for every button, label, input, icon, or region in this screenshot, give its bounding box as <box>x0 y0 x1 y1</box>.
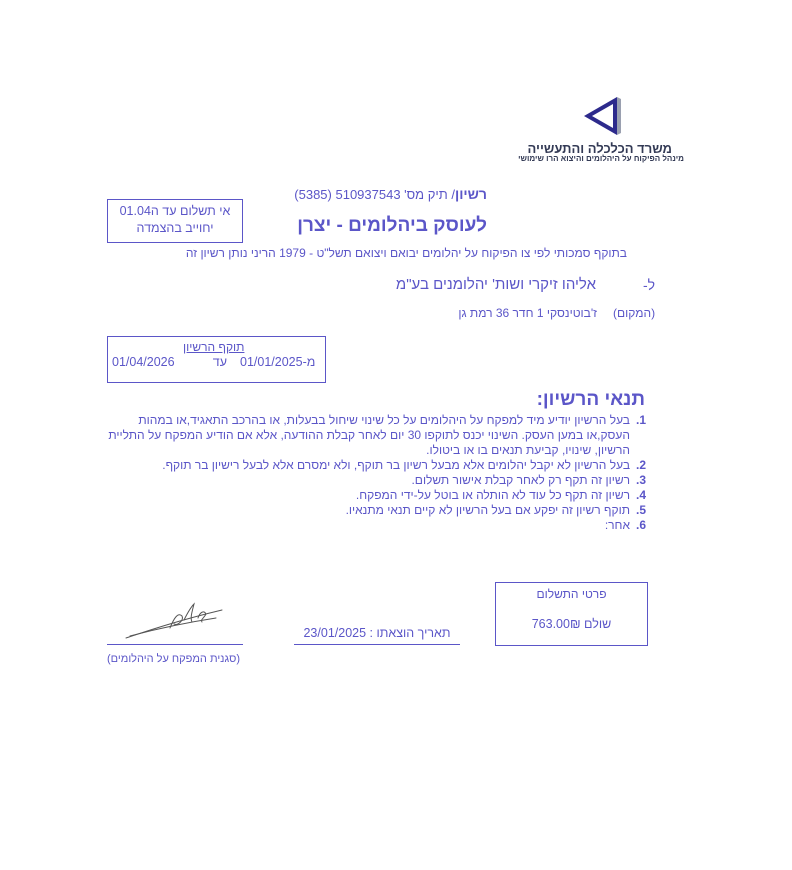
terms-item-text: רשיון זה תקף רק לאחר קבלת אישור תשלום. <box>411 473 630 487</box>
terms-item-number: 5. <box>635 503 646 517</box>
payment-amount: שולם 763.00₪ <box>531 617 612 631</box>
terms-item-text: אחר: <box>604 518 630 532</box>
terms-item-text: בעל הרשיון יודיע מיד למפקח על היהלומים על כל שינוי שיחול בבעלות, או בהרכב התאגיד,או במהות העסק,או במען העסק. השינוי יכנס לתוקפו 30 יום לאחר קבלת ההודעה, אלא אם הודיע המפקח על התליית הרשיון, שינויו, קביעת תנאים בו או ביטולו. <box>108 413 630 457</box>
ministry-subtitle: מינהל הפיקוח על היהלומים והיצוא הרו שימושי <box>518 154 684 163</box>
issue-date: תאריך הוצאתו : 23/01/2025 <box>303 626 451 640</box>
ministry-name: משרד הכלכלה והתעשייה <box>527 141 672 156</box>
license-file-number: / תיק מס' 510937543 (5385) <box>294 187 455 202</box>
terms-item <box>106 473 646 488</box>
terms-title: תנאי הרשיון: <box>536 389 645 410</box>
place-label: (המקום) <box>613 306 656 320</box>
recipient-address: ז'בוטינסקי 1 חדר 36 רמת גן <box>458 306 597 320</box>
terms-list <box>106 413 646 533</box>
issue-date-underline <box>294 644 460 645</box>
notice-line-2: יחוייב בהצמדה <box>136 221 214 235</box>
signature-underline <box>107 644 243 645</box>
valid-until-label: עד <box>212 355 227 369</box>
authority-text: בתוקף סמכותי לפי צו הפיקוח על יהלומים יבואם ויצואם תשל"ט - 1979 הריני נותן רשיון זה <box>185 246 627 260</box>
license-title: לעוסק ביהלומים - יצרן <box>297 215 487 236</box>
signer-title: (סגנית המפקח על היהלומים) <box>107 653 240 665</box>
terms-item-number: 3. <box>635 473 646 487</box>
ministry-logo-icon <box>580 95 622 137</box>
handwritten-signature-icon <box>120 598 230 643</box>
terms-item-number: 4. <box>635 488 646 502</box>
notice-line-1: אי תשלום עד ה01.04 <box>119 204 231 218</box>
license-label: רשיון <box>454 186 487 202</box>
terms-item-number: 2. <box>635 458 646 472</box>
terms-item <box>106 503 646 518</box>
payment-title: פרטי התשלום <box>536 587 607 601</box>
license-file-line <box>294 186 487 202</box>
recipient-company: אליהו זיקרי ושות' יהלומנים בע"מ <box>395 276 596 293</box>
terms-item-text: בעל הרשיון לא יקבל יהלומים אלא מבעל רשיון בר תוקף, ולא ימסרם אלא לבעל רישיון בר תוקף. <box>162 458 630 472</box>
valid-from <box>240 355 315 369</box>
terms-item-number: 1. <box>635 413 646 427</box>
terms-item-number: 6. <box>635 518 646 532</box>
terms-item-text: רשיון זה תקף כל עוד לא הותלה או בוטל על-ידי המפקח. <box>355 488 630 502</box>
recipient-to-label: ל- <box>643 277 656 293</box>
terms-item <box>106 518 646 533</box>
valid-from-label: מ- <box>302 355 316 369</box>
valid-from-date: 01/01/2025 <box>240 355 303 369</box>
valid-until <box>112 355 227 369</box>
validity-title: תוקף הרשיון <box>183 340 245 354</box>
payment-notice-box <box>107 199 243 243</box>
terms-item <box>106 488 646 503</box>
terms-item <box>106 458 646 473</box>
valid-until-date: 01/04/2026 <box>112 355 175 369</box>
terms-item-text: תוקף רשיון זה יפקע אם בעל הרשיון לא קיים תנאי מתנאיו. <box>345 503 630 517</box>
terms-item <box>106 413 646 458</box>
